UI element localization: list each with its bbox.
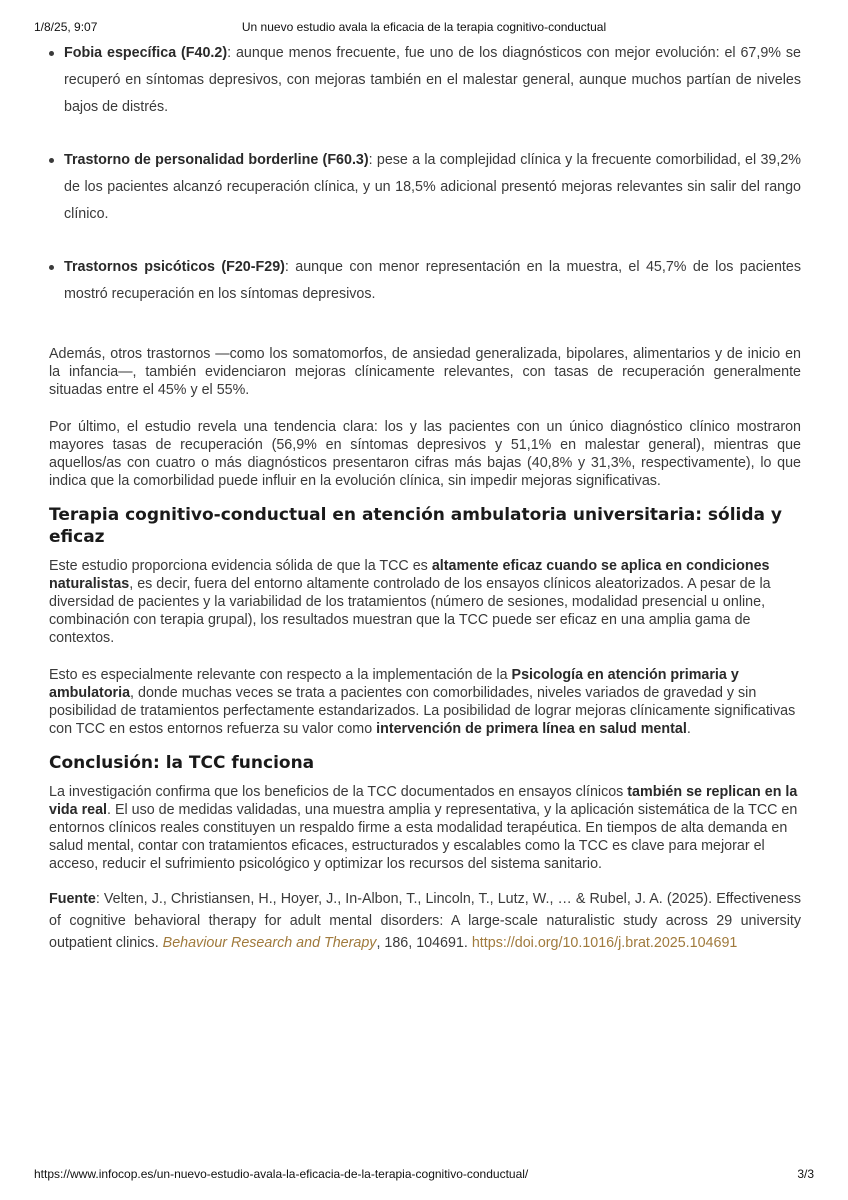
bold-span: Psicología en atención primaria y ambulatoria [49, 667, 739, 701]
text-span: La investigación confirma que los beneficios de la TCC documentados en ensayos clínicos [49, 784, 628, 800]
bold-span: altamente eficaz cuando se aplica en condiciones naturalistas [49, 558, 770, 592]
text-span: , donde muchas veces se trata a pacientes con comorbilidades, niveles variados de gravedad y sin posibilidad de tratamientos perfectamente estandarizados. La posibilidad de lograr mejoras clínicamente significativas con TCC en estos entornos refuerza su valor como [49, 685, 796, 737]
diagnosis-list [49, 40, 801, 308]
bullet-icon [49, 265, 54, 270]
diagnosis-name: Trastorno de personalidad borderline (F60.3) [64, 152, 369, 168]
list-item [49, 40, 801, 121]
print-url: https://www.infocop.es/un-nuevo-estudio-avala-la-eficacia-de-la-terapia-cognitivo-conductual/ [34, 1167, 529, 1181]
paragraph-por-ultimo: Por último, el estudio revela una tendencia clara: los y las pacientes con un único diagnóstico clínico mostraron mayores tasas de recuperación (56,9% en síntomas depresivos y 51,1% en malestar general), mientras que aquellos/as con cuatro o más diagnósticos presentaron cifras más bajas (40,8% y 31,3%, respectivamente), lo que indica que la comorbilidad puede influir en la evolución clínica, sin impedir mejoras significativas. [49, 419, 801, 489]
diagnosis-name: Fobia específica (F40.2) [64, 45, 228, 61]
print-page-title: Un nuevo estudio avala la eficacia de la terapia cognitivo-conductual [241, 20, 607, 34]
text-span: . [686, 721, 691, 737]
source-label: Fuente [49, 891, 96, 907]
bullet-icon [49, 51, 54, 56]
section-heading-conclusion: Conclusión: la TCC funciona [49, 753, 315, 773]
text-span: . El uso de medidas validadas, una muestra amplia y representativa, y la aplicación sistemática de la TCC en entornos clínicos reales constituyen un respaldo firme a esta modalidad terapéutica. En tiempos de alta demanda en salud mental, contar con tratamientos eficaces, estructurados y escalables como la TCC es clave para mejorar el acceso, reducir el sufrimiento psicológico y optimizar los recursos del sistema sanitario. [49, 802, 798, 872]
print-footer [0, 1167, 848, 1183]
paragraph-otros-trastornos: Además, otros trastornos —como los somatomorfos, de ansiedad generalizada, bipolares, alimentarios y de inicio en la infancia—, también evidenciaron mejoras clínicamente relevantes, con tasas de recuperación generalmente situadas entre el 45% y el 55%. [49, 346, 801, 398]
paragraph-conclusion [49, 783, 801, 873]
paragraph-atencion-primaria [49, 666, 801, 738]
text-span: Este estudio proporciona evidencia sólida de que la TCC es [49, 558, 432, 574]
section-heading-terapia: Terapia cognitivo-conductual en atención ambulatoria universitaria: sólida y eficaz [49, 505, 783, 547]
journal-name: Behaviour Research and Therapy [162, 935, 377, 951]
list-item [49, 147, 801, 228]
citation-text: : Velten, J., Christiansen, H., Hoyer, J., In-Albon, T., Lincoln, T., Lutz, W., … & Rubel, J. A. (2025). Effectiveness of cognitive behavioral therapy for adult mental disorders: A large-scale naturalistic study across 29 university outpatient clinics. [49, 891, 801, 951]
diagnosis-name: Trastornos psicóticos (F20-F29) [64, 259, 285, 275]
print-date: 1/8/25, 9:07 [34, 20, 98, 34]
diagnosis-text: : aunque menos frecuente, fue uno de los diagnósticos con mejor evolución: el 67,9% se recuperó en síntomas depresivos, con mejoras también en el malestar general, aunque muchos partían de niveles bajos de distrés. [64, 45, 801, 115]
bullet-icon [49, 158, 54, 163]
paragraph-evidencia [49, 557, 801, 647]
text-span: , es decir, fuera del entorno altamente controlado de los ensayos clínicos aleatorizados. A pesar de la diversidad de pacientes y la variabilidad de los tratamientos (número de sesiones, modalidad presencial u online, combinación con terapia grupal), los resultados muestran que la TCC puede ser eficaz en una amplia gama de contextos. [49, 576, 771, 646]
bold-span: intervención de primera línea en salud mental [376, 721, 687, 737]
print-header [0, 20, 848, 36]
citation-volume: , 186, 104691. [376, 935, 472, 951]
page-number: 3/3 [797, 1167, 814, 1181]
article-content [49, 40, 801, 954]
bold-span: también se replican en la vida real [49, 784, 798, 818]
doi-link[interactable]: https://doi.org/10.1016/j.brat.2025.104691 [471, 935, 738, 951]
diagnosis-text: : pese a la complejidad clínica y la frecuente comorbilidad, el 39,2% de los pacientes alcanzó recuperación clínica, y un 18,5% adicional presentó mejoras relevantes sin salir del rango clínico. [64, 152, 801, 222]
diagnosis-text: : aunque con menor representación en la muestra, el 45,7% de los pacientes mostró recuperación en los síntomas depresivos. [64, 259, 802, 302]
list-item [49, 254, 801, 308]
source-citation [49, 888, 801, 954]
text-span: Esto es especialmente relevante con respecto a la implementación de la [49, 667, 512, 683]
